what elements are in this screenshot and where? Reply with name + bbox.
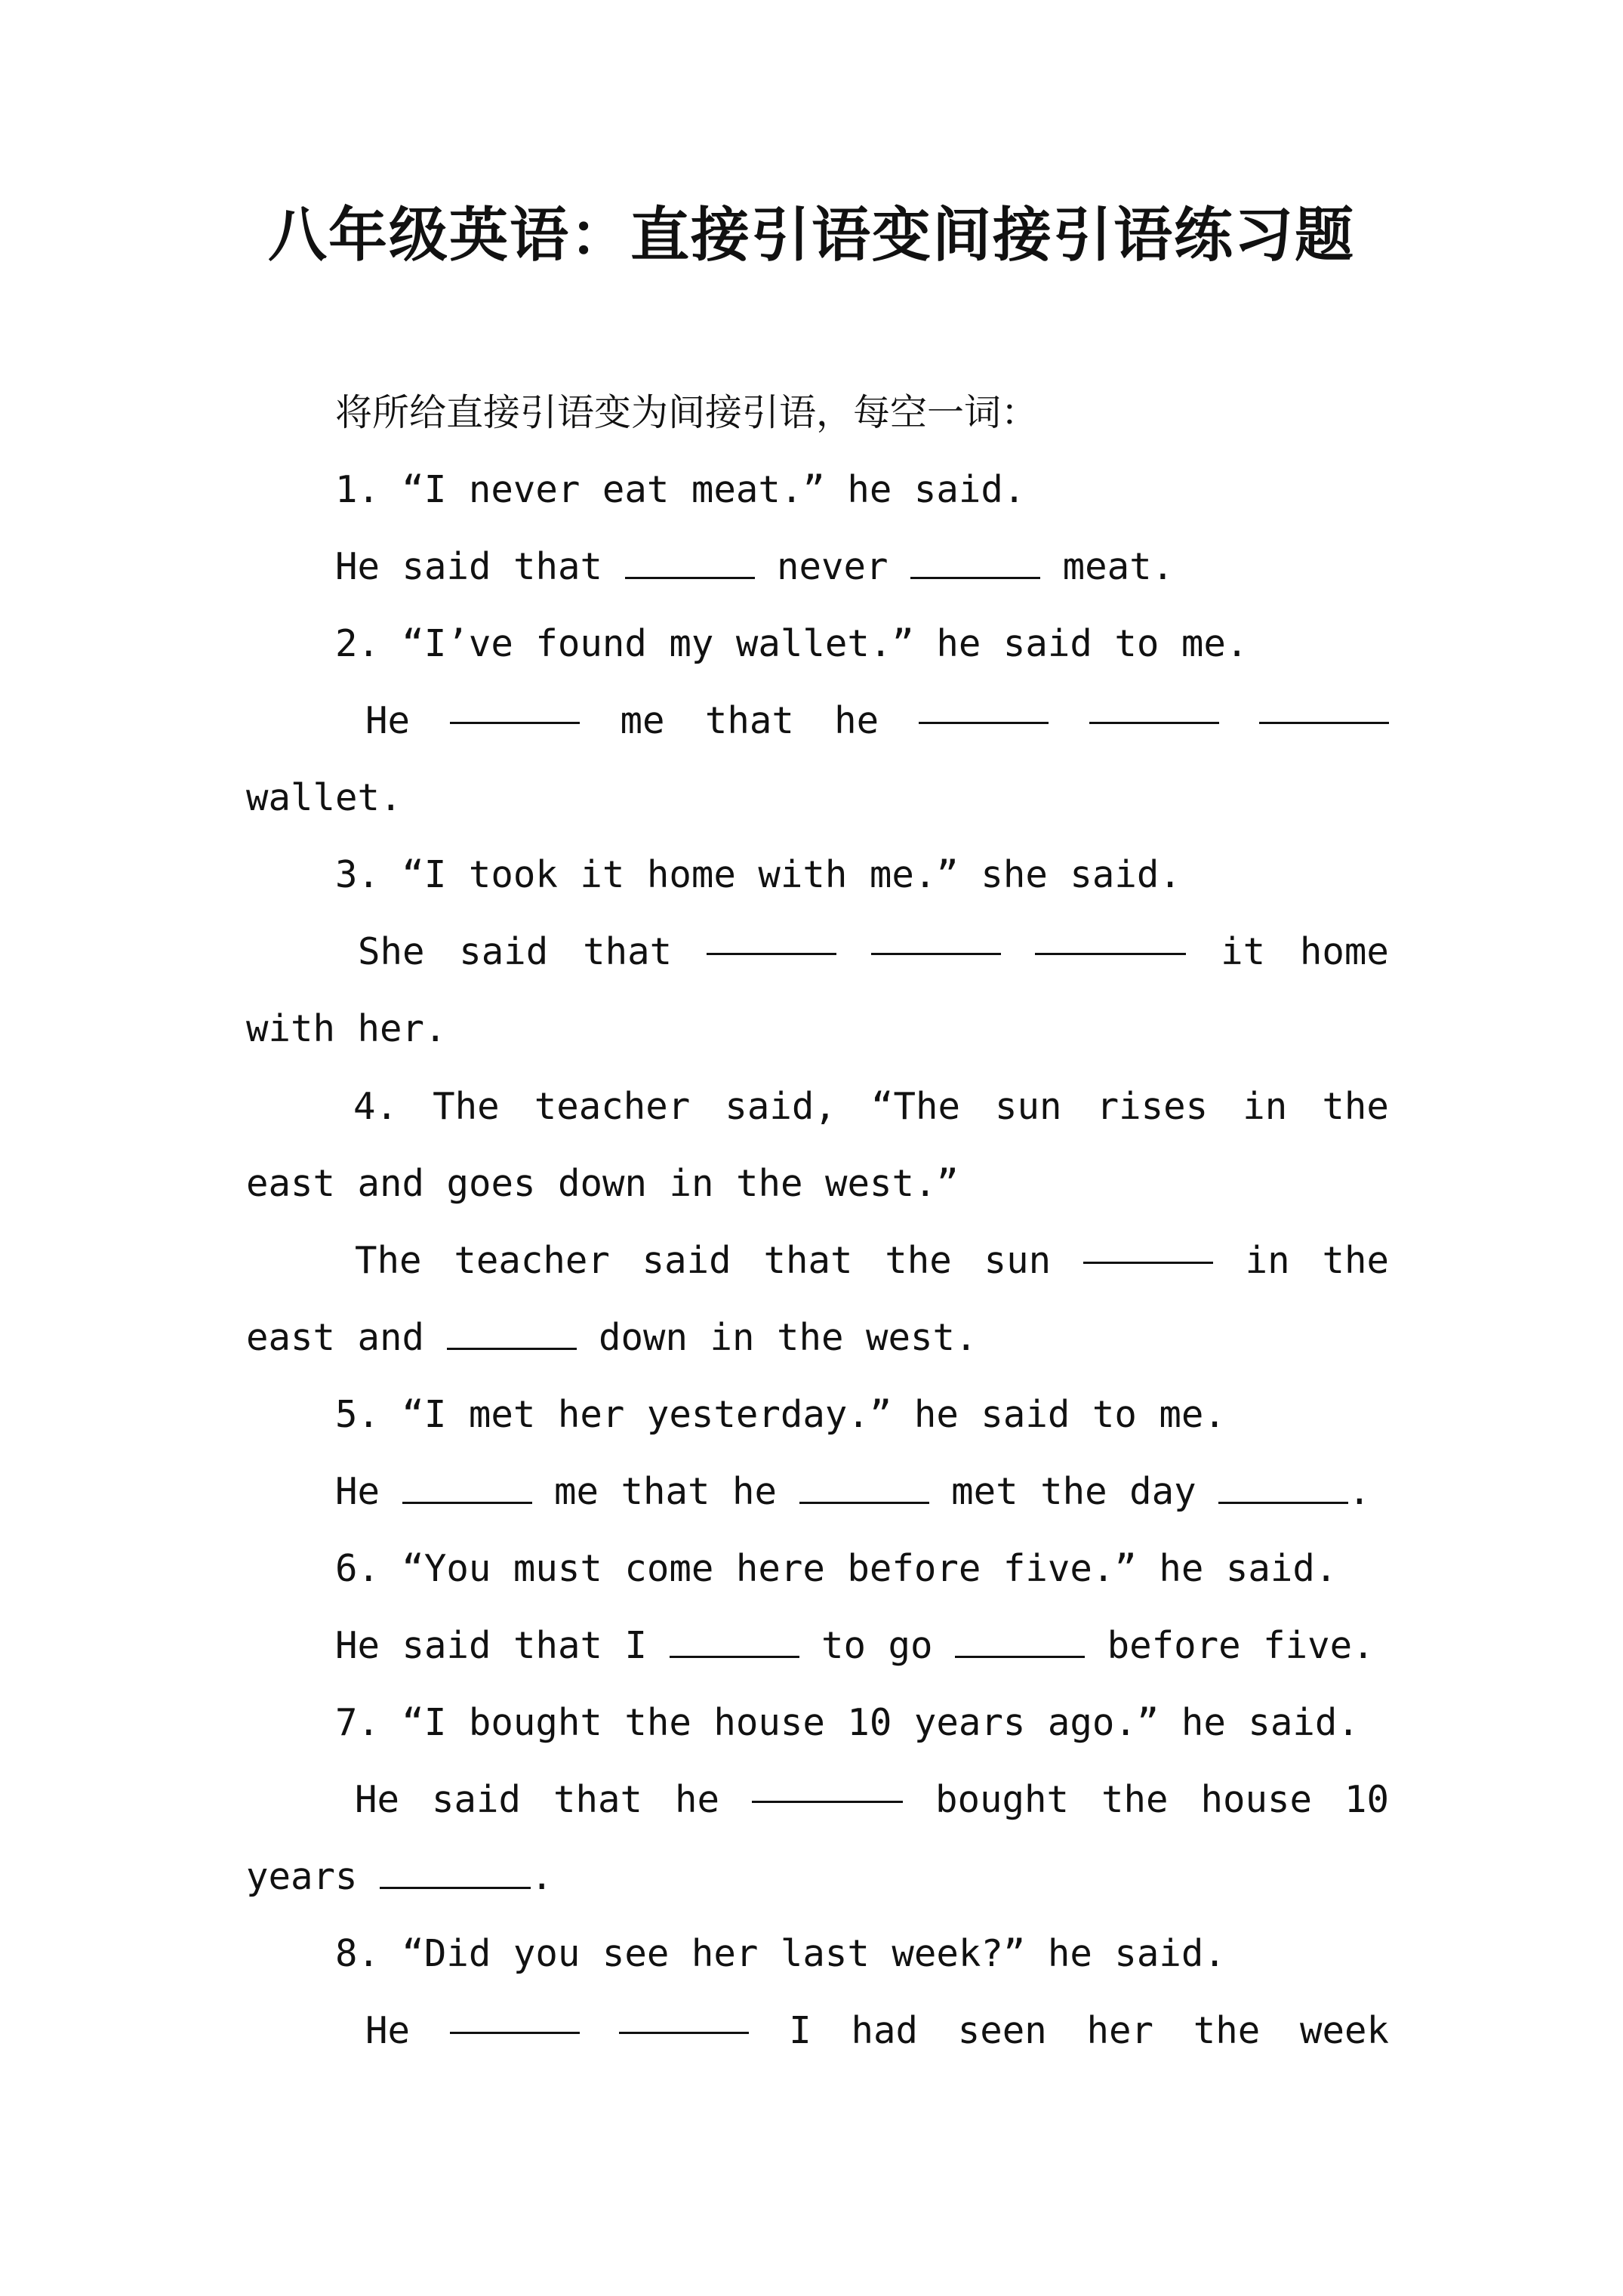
answer-blank[interactable] bbox=[402, 1475, 532, 1504]
answer-word: bought bbox=[935, 1778, 1069, 1821]
answer-text: He said that I bbox=[335, 1624, 648, 1667]
answer-text: it bbox=[1221, 930, 1266, 973]
answer-8 bbox=[365, 2005, 1389, 2057]
question-4-continued: east and goes down in the west.” bbox=[246, 1162, 959, 1205]
answer-4-continued bbox=[246, 1311, 978, 1364]
answer-7 bbox=[355, 1774, 1389, 1826]
answer-text: He bbox=[335, 1470, 380, 1513]
question-number: 7. bbox=[335, 1701, 380, 1744]
answer-word: said bbox=[642, 1239, 731, 1282]
answer-blank[interactable] bbox=[450, 2005, 580, 2034]
answer-word: said bbox=[432, 1778, 522, 1821]
answer-2-continued: wallet. bbox=[246, 776, 402, 819]
prompt-word: teacher bbox=[534, 1085, 691, 1128]
answer-3-continued: with her. bbox=[246, 1007, 447, 1050]
question-6 bbox=[335, 1542, 1337, 1595]
prompt-word: said, bbox=[725, 1085, 836, 1128]
answer-blank[interactable] bbox=[919, 695, 1049, 724]
answer-word: teacher bbox=[454, 1239, 610, 1282]
instruction: 将所给直接引语变为间接引语，每空一词： bbox=[335, 391, 1039, 434]
answer-text: home bbox=[1299, 930, 1389, 973]
answer-4 bbox=[355, 1234, 1389, 1287]
prompt-word: sun bbox=[995, 1085, 1062, 1128]
question-8 bbox=[335, 1928, 1226, 1980]
answer-blank[interactable] bbox=[670, 1629, 799, 1658]
answer-blank[interactable] bbox=[752, 1774, 903, 1803]
question-number: 1. bbox=[335, 468, 380, 511]
answer-text: to go bbox=[821, 1624, 933, 1667]
answer-2 bbox=[365, 695, 1389, 747]
question-7 bbox=[335, 1697, 1360, 1749]
answer-word: he bbox=[675, 1778, 720, 1821]
answer-word: in bbox=[1245, 1239, 1290, 1282]
answer-text: down in the west. bbox=[599, 1316, 978, 1359]
answer-blank[interactable] bbox=[619, 2005, 749, 2034]
question-number: 4. bbox=[353, 1085, 399, 1128]
answer-word: that bbox=[763, 1239, 853, 1282]
answer-word: her bbox=[1086, 2009, 1153, 2052]
answer-word: house bbox=[1200, 1778, 1312, 1821]
answer-1 bbox=[335, 541, 1174, 593]
answer-blank[interactable] bbox=[707, 926, 836, 955]
question-4 bbox=[353, 1080, 1389, 1133]
answer-blank[interactable] bbox=[447, 1321, 577, 1350]
answer-6 bbox=[335, 1620, 1375, 1672]
answer-3 bbox=[358, 926, 1389, 978]
answer-text: me bbox=[620, 699, 665, 742]
question-number: 5. bbox=[335, 1393, 380, 1436]
prompt-word: The bbox=[433, 1085, 500, 1128]
question-prompt: “I never eat meat.” he said. bbox=[402, 468, 1026, 511]
answer-text: that bbox=[704, 699, 794, 742]
answer-blank[interactable] bbox=[1218, 1475, 1348, 1504]
answer-word: the bbox=[885, 1239, 952, 1282]
answer-blank[interactable] bbox=[955, 1629, 1085, 1658]
question-number: 6. bbox=[335, 1547, 380, 1590]
question-5 bbox=[335, 1388, 1226, 1441]
answer-blank[interactable] bbox=[910, 550, 1040, 579]
answer-text: met the day bbox=[951, 1470, 1196, 1513]
question-number: 3. bbox=[335, 853, 380, 896]
answer-word: He bbox=[365, 2009, 411, 2052]
answer-text: that bbox=[583, 930, 673, 973]
answer-blank[interactable] bbox=[799, 1475, 929, 1504]
answer-blank[interactable] bbox=[1035, 926, 1186, 955]
question-prompt: “I took it home with me.” she said. bbox=[402, 853, 1181, 896]
prompt-word: in bbox=[1243, 1085, 1288, 1128]
answer-blank[interactable] bbox=[625, 550, 755, 579]
answer-word: sun bbox=[984, 1239, 1052, 1282]
answer-text: She bbox=[358, 930, 425, 973]
answer-blank[interactable] bbox=[450, 695, 580, 724]
answer-word: He bbox=[355, 1778, 400, 1821]
question-3 bbox=[335, 849, 1181, 901]
answer-word: had bbox=[851, 2009, 918, 2052]
question-prompt: “You must come here before five.” he said. bbox=[402, 1547, 1338, 1590]
answer-7-continued bbox=[246, 1851, 553, 1903]
answer-text: years bbox=[246, 1855, 358, 1898]
answer-text: He said that bbox=[335, 545, 603, 588]
question-number: 8. bbox=[335, 1932, 380, 1975]
page-title: 八年级英语：直接引语变间接引语练习题 bbox=[267, 201, 1355, 270]
question-prompt: “I’ve found my wallet.” he said to me. bbox=[402, 622, 1249, 665]
answer-text: He bbox=[365, 699, 411, 742]
question-prompt: “I bought the house 10 years ago.” he said. bbox=[402, 1701, 1360, 1744]
answer-word: 10 bbox=[1344, 1778, 1389, 1821]
answer-word: seen bbox=[957, 2009, 1047, 2052]
answer-blank[interactable] bbox=[1083, 1234, 1213, 1264]
answer-blank[interactable] bbox=[871, 926, 1001, 955]
answer-blank[interactable] bbox=[1259, 695, 1389, 724]
question-prompt: “I met her yesterday.” he said to me. bbox=[402, 1393, 1226, 1436]
answer-text: before five. bbox=[1107, 1624, 1375, 1667]
question-1 bbox=[335, 464, 1025, 516]
answer-word: week bbox=[1299, 2009, 1389, 2052]
answer-word: The bbox=[355, 1239, 422, 1282]
answer-word: the bbox=[1322, 1239, 1389, 1282]
answer-blank[interactable] bbox=[380, 1860, 531, 1889]
answer-word: that bbox=[553, 1778, 643, 1821]
answer-text: never bbox=[777, 545, 888, 588]
answer-text: east and bbox=[246, 1316, 425, 1359]
answer-text: me that he bbox=[554, 1470, 778, 1513]
question-number: 2. bbox=[335, 622, 380, 665]
answer-word: the bbox=[1101, 1778, 1169, 1821]
question-prompt: “Did you see her last week?” he said. bbox=[402, 1932, 1226, 1975]
answer-word: the bbox=[1193, 2009, 1261, 2052]
answer-text: said bbox=[459, 930, 549, 973]
answer-blank[interactable] bbox=[1089, 695, 1219, 724]
prompt-word: the bbox=[1322, 1085, 1389, 1128]
prompt-word: rises bbox=[1096, 1085, 1209, 1128]
prompt-word: “The bbox=[870, 1085, 960, 1128]
question-2 bbox=[335, 618, 1248, 670]
answer-text: . bbox=[1348, 1470, 1371, 1513]
answer-5 bbox=[335, 1465, 1371, 1518]
answer-text: . bbox=[531, 1855, 553, 1898]
answer-text: he bbox=[834, 699, 879, 742]
answer-text: meat. bbox=[1062, 545, 1175, 588]
answer-word: I bbox=[789, 2009, 812, 2052]
